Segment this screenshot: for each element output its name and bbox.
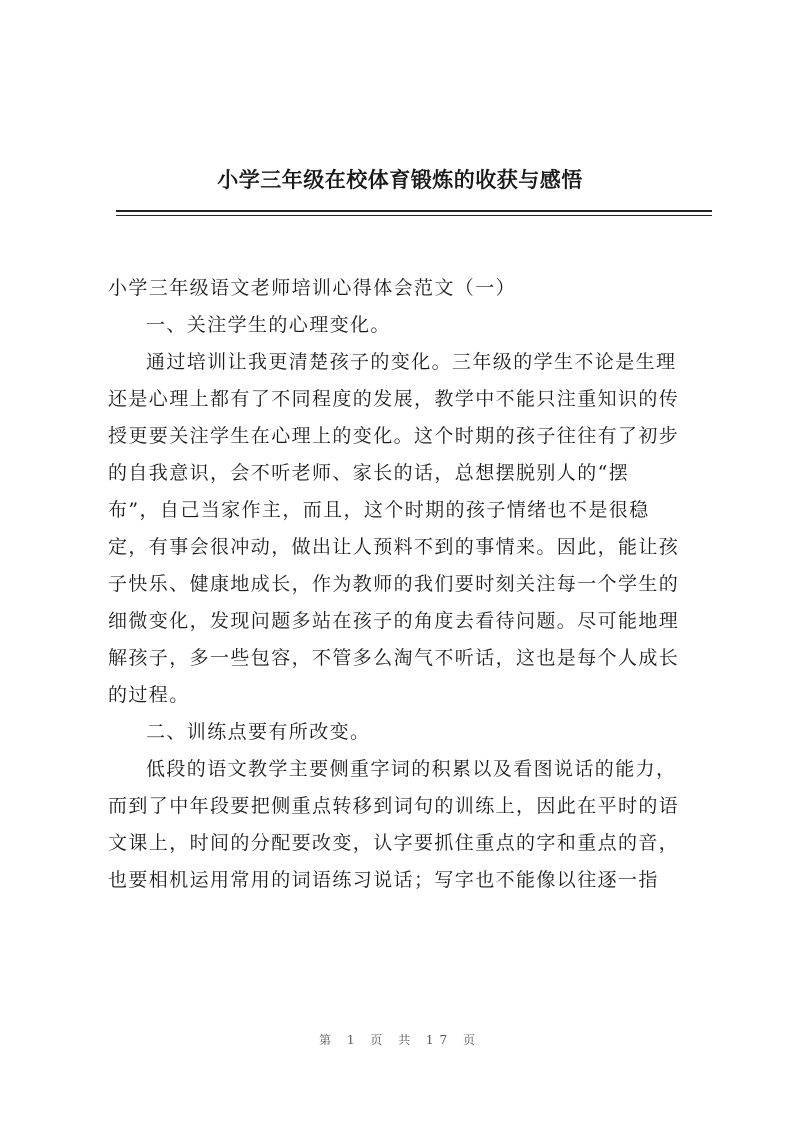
paragraph-1-line: 子快乐、健康地成长，作为教师的我们要时刻关注每一个学生的 [108,573,680,595]
paragraph-2-line: 而到了中年段要把侧重点转移到词句的训练上，因此在平时的语 [108,795,680,817]
paragraph-1-line: 解孩子，多一些包容，不管多么淘气不听话，这也是每个人成长 [108,647,680,669]
paragraph-1-line: 通过培训让我更清楚孩子的变化。三年级的学生不论是生理 [146,351,677,373]
section-heading-2: 二、训练点要有所改变。 [146,721,371,743]
paragraph-1-line: 授更要关注学生在心理上的变化。这个时期的孩子往往有了初步 [108,425,680,447]
paragraph-2-line: 文课上，时间的分配要改变，认字要抓住重点的字和重点的音， [108,832,680,854]
paragraph-2-line: 低段的语文教学主要侧重字词的积累以及看图说话的能力， [146,758,677,780]
paragraph-1-line: 定，有事会很冲动，做出让人预料不到的事情来。因此，能让孩 [108,536,680,558]
subtitle: 小学三年级语文老师培训心得体会范文（一） [108,277,517,299]
paragraph-1-line: 布”，自己当家作主，而且，这个时期的孩子情绪也不是很稳 [108,499,650,521]
title-underline [116,210,712,212]
section-heading-1: 一、关注学生的心理变化。 [146,314,391,336]
page-number-footer: 第 1 页 共 17 页 [319,1033,481,1047]
document-title: 小学三年级在校体育锻炼的收获与感悟 [217,167,583,192]
paragraph-1-line: 的自我意识，会不听老师、家长的话，总想摆脱别人的“摆 [108,462,630,484]
document-body [108,270,710,899]
paragraph-1-line: 还是心理上都有了不同程度的发展，教学中不能只注重知识的传 [108,388,680,410]
paragraph-1-line: 细微变化，发现问题多站在孩子的角度去看待问题。尽可能地理 [108,610,680,632]
title-underline-thin [116,215,712,216]
paragraph-2-line: 也要相机运用常用的词语练习说话；写字也不能像以往逐一指 [108,869,659,891]
paragraph-1-line: 的过程。 [108,684,190,706]
